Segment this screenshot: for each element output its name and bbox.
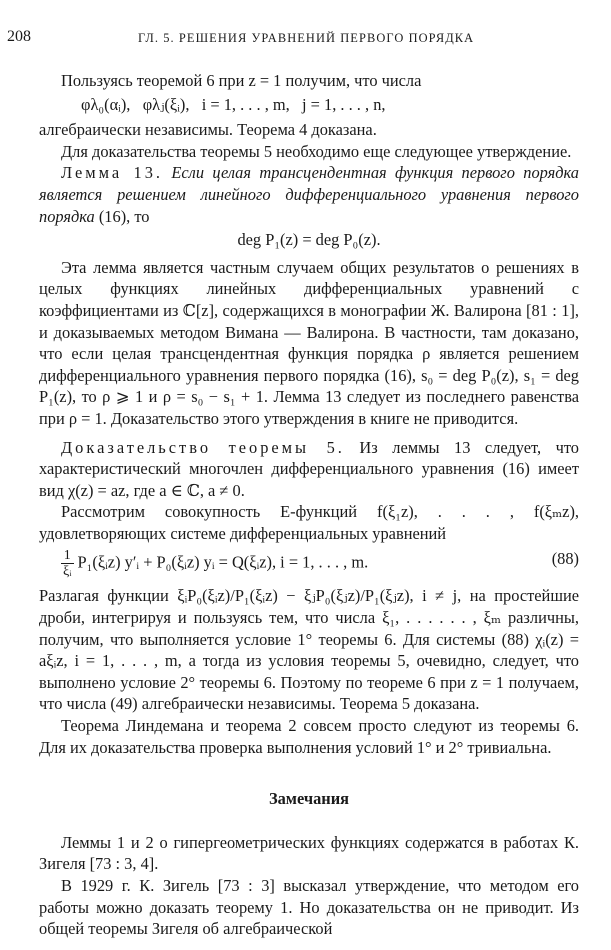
- formula: φλ₀(αᵢ), φλⱼ(ξᵢ), i = 1, . . . , m, j = 1, . . . , n,: [81, 94, 386, 114]
- fraction: [61, 548, 74, 579]
- paragraph: Теорема Линдемана и теорема 2 совсем просто следуют из теоремы 6. Для их доказательства проверка выполнения условий 1° и 2° тривиальна.: [39, 716, 579, 757]
- lemma-statement: Если целая трансцендентная функция первого порядка является решением линейного дифференциального уравнения первого порядка: [39, 163, 579, 226]
- section-title: Замечания: [268, 789, 350, 809]
- formula-body: [39, 548, 368, 579]
- page-number: 208: [7, 28, 31, 45]
- fraction-numerator: 1: [61, 548, 74, 564]
- lemma-13: [39, 162, 579, 227]
- fraction-denominator: ξᵢ: [63, 564, 72, 580]
- formula-rest: P₁(ξᵢz) y′ᵢ + P₀(ξᵢz) yᵢ = Q(ξᵢz), i = 1, . . . , m.: [77, 552, 369, 572]
- numbered-formula: [39, 548, 579, 579]
- paragraph: Для доказательства теоремы 5 необходимо еще следующее утверждение.: [61, 141, 572, 161]
- page-body: [39, 70, 579, 940]
- formula: deg P₁(z) = deg P₀(z).: [237, 230, 381, 250]
- lemma-reference: (16), то: [98, 206, 150, 226]
- equation-number: (88): [551, 549, 579, 569]
- page-header: [0, 26, 611, 52]
- paragraph: Пользуясь теоремой 6 при z = 1 получим, что числа: [61, 71, 422, 90]
- paragraph: Рассмотрим совокупность E-функций f(ξ₁z), . . . , f(ξₘz), удовлетворяющих системе дифференциальных уравнений: [39, 502, 579, 543]
- paragraph: В 1929 г. К. Зигель [73 : 3] высказал утверждение, что методом его работы можно доказать теорему 1. Но доказательства он не приводит. Из общей теоремы Зигеля об алгебраической: [39, 876, 579, 939]
- proof-text: Из леммы 13 следует, что характеристический многочлен дифференциального уравнения (16) имеет вид χ(z) = az, где a ∈ ℂ, a ≠ 0.: [39, 437, 579, 500]
- paragraph: алгебраически независимы. Теорема 4 доказана.: [39, 120, 377, 140]
- lemma-label: Лемма 13.: [61, 163, 164, 183]
- proof-label: Доказательство теоремы 5.: [61, 437, 345, 457]
- paragraph: Леммы 1 и 2 о гипергеометрических функциях содержатся в работах К. Зигеля [73 : 3, 4].: [39, 832, 579, 874]
- paragraph: Эта лемма является частным случаем общих результатов о решениях в целых функциях линейных дифференциальных уравнений с коэффициентами из ℂ[z], содержащихся в монографии Ж. Валирона [81 : 1], и доказываемых методом Вимана — Валирона. В частности, там доказано, что если целая трансцендентная функция порядка ρ является решением дифференциального уравнения первого порядка (16), s₀ = deg P₀(z), s₁ = deg P₁(z), то ρ ⩾ 1 и ρ = s₀ − s₁ + 1. Лемма 13 следует из последнего равенства при ρ = 1. Доказательство этого утверждения в книге не приводится.: [39, 257, 579, 428]
- paragraph: Разлагая функции ξᵢP₀(ξᵢz)/P₁(ξᵢz) − ξⱼP₀(ξⱼz)/P₁(ξⱼz), i ≠ j, на простейшие дроби, интегрируя и пользуясь тем, что числа ξ₁, . . . . . . , ξₘ различны, получим, что выполняется условие 1° теоремы 6. Для системы (88) χᵢ(z) = aξᵢz, i = 1, . . . , m, а тогда из условия теоремы 5, очевидно, следует, что выполнено условие 2° теоремы 6. Поэтому по теореме 6 при z = 1 получаем, что числа (49) алгебраически независимы. Теорема 5 доказана.: [39, 586, 579, 714]
- running-title: ГЛ. 5. РЕШЕНИЯ УРАВНЕНИЙ ПЕРВОГО ПОРЯДКА: [138, 31, 475, 45]
- proof-paragraph: [39, 437, 579, 502]
